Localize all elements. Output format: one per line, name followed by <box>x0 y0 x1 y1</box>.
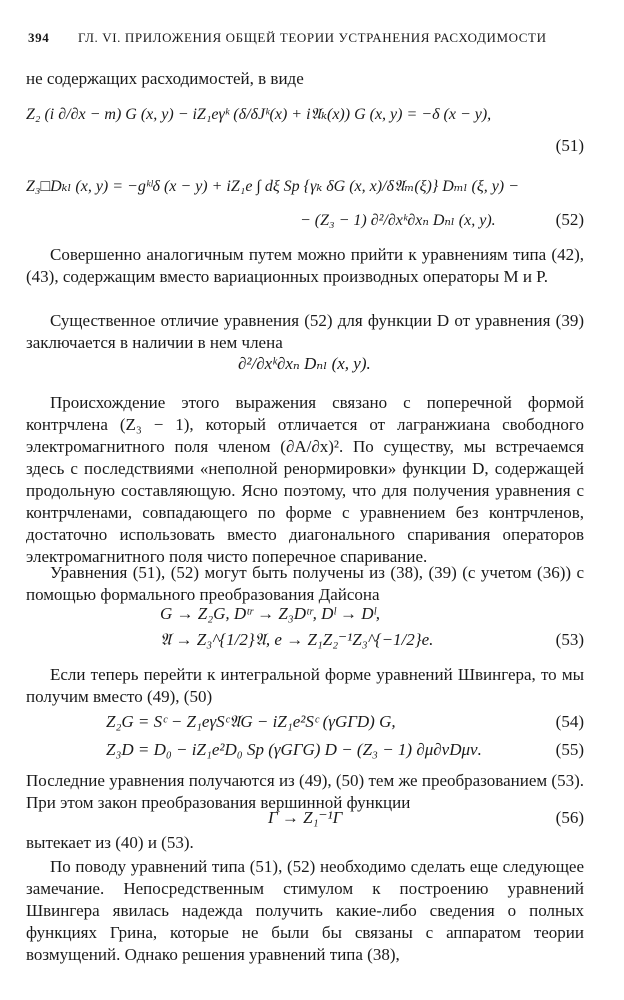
paragraph-5: Если теперь перейти к интегральной форме уравнений Швингера, то мы получим вместо (49), (50) <box>26 665 584 706</box>
equation-54-number: (54) <box>555 712 584 731</box>
paragraph-7: вытекает из (40) и (53). <box>26 833 194 852</box>
running-header <box>28 30 594 50</box>
paragraph-intro: не содержащих расходимостей, в виде <box>26 69 304 88</box>
equation-53-line1: G → Z₂G, Dᵗʳ → Z₃Dᵗʳ, Dˡ → Dˡ, <box>160 604 381 623</box>
equation-51-number: (51) <box>555 136 584 155</box>
paragraph-6: Последние уравнения получаются из (49), (50) тем же преобразованием (53). При этом закон преобразования вершинной функции <box>26 771 584 812</box>
running-title: ГЛ. VI. ПРИЛОЖЕНИЯ ОБЩЕЙ ТЕОРИИ УСТРАНЕНИЯ РАСХОДИМОСТИ <box>78 30 547 45</box>
page-number: 394 <box>28 30 50 45</box>
equation-52-line1: Z₃□Dₖₗ (x, y) = −gᵏˡδ (x − y) + iZ₁e ∫ dξ Sp {γₖ δG (x, x)/δ𝔄ₘ(ξ)} Dₘₗ (ξ, y) − <box>26 178 519 195</box>
equation-51-line1: Z₂ (i ∂/∂x − m) G (x, y) − iZ₁eγᵏ (δ/δJᵏ(x) + i𝔄ₖ(x)) G (x, y) = −δ (x − y), <box>26 106 492 123</box>
equation-53-line2: 𝔄 → Z₃^{1/2}𝔄, e → Z₁Z₂⁻¹Z₃^{−1/2}e. <box>160 630 434 649</box>
equation-52-line2: − (Z₃ − 1) ∂²/∂xᵏ∂xₙ Dₙₗ (x, y). <box>300 212 496 229</box>
equation-56: Γ → Z₁⁻¹Γ <box>268 808 343 827</box>
paragraph-3: Происхождение этого выражения связано с поперечной формой контрчлена (Z₃ − 1), который отличается от лагранжиана свободного электромагнитного поля членом (∂A/∂x)². По существу, мы встречаемся здесь с последствиями «неполной ренормировки» функции D, содержащей продольную составляющую. Ясно поэтому, что для получения уравнения с контрчленами, совпадающего по форме с уравнением без контрчленов, достаточно использовать вместо диагонального спаривания операторов электромагнитного поля чисто поперечное спаривание. <box>26 393 584 566</box>
equation-term: ∂²/∂xᵏ∂xₙ Dₙₗ (x, y). <box>238 354 371 373</box>
equation-53-number: (53) <box>555 630 584 649</box>
equation-55: Z₃D = D₀ − iZ₁e²D₀ Sp (γGΓG) D − (Z₃ − 1) ∂μ∂νDμν. <box>106 740 482 759</box>
paragraph-4: Уравнения (51), (52) могут быть получены из (38), (39) (с учетом (36)) с помощью формального преобразования Дайсона <box>26 563 584 604</box>
paragraph-1: Совершенно аналогичным путем можно прийти к уравнениям типа (42), (43), содержащим вместо вариационных производных операторы M и P. <box>26 245 584 286</box>
equation-56-number: (56) <box>555 808 584 827</box>
equation-55-number: (55) <box>555 740 584 759</box>
equation-54: Z₂G = Sᶜ − Z₁eγSᶜ𝔄G − iZ₁e²Sᶜ (γGΓD) G, <box>106 712 396 731</box>
paragraph-8: По поводу уравнений типа (51), (52) необходимо сделать еще следующее замечание. Непосредственным стимулом к построению уравнений Швингера явилась надежда получить какие-либо сведения о полных функциях Грина, которые не были бы связаны с аппаратом теории возмущений. Однако решения уравнений типа (38), <box>26 857 584 964</box>
equation-52-number: (52) <box>555 210 584 229</box>
paragraph-2: Существенное отличие уравнения (52) для функции D от уравнения (39) заключается в наличии в нем члена <box>26 311 584 352</box>
